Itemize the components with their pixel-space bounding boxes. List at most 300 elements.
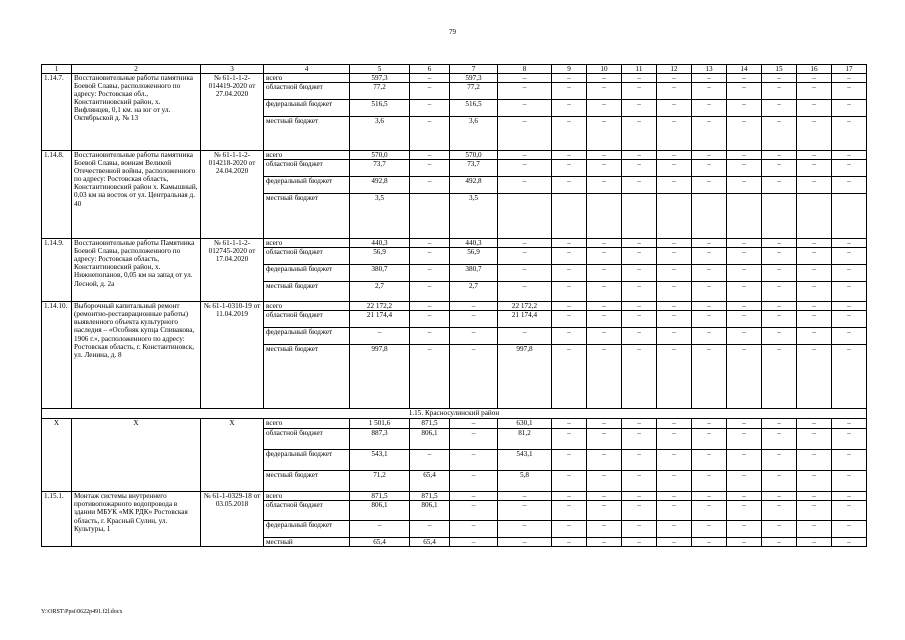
column-number: 17 xyxy=(832,65,867,74)
budget-source: местный xyxy=(264,538,350,547)
value-col-10: – xyxy=(587,100,622,117)
value-col-14: – xyxy=(727,248,762,265)
value-col-12: – xyxy=(657,521,692,538)
value-col-11: – xyxy=(622,311,657,328)
column-number: 7 xyxy=(450,65,498,74)
item-name: Выборочный капитальный ремонт (ремонтно-реставрационные работы) выявленного объекта культурного наследия – «Особняк купца Спивакова, 1906 г.», расположенного по адресу: Ростовская область, г. Константиновск, ул. Ленина, д. 8 xyxy=(72,302,201,409)
value-col-14: – xyxy=(727,282,762,302)
value-col-16: – xyxy=(797,265,832,282)
value-col-10: – xyxy=(587,501,622,521)
value-col-6 xyxy=(410,194,450,239)
item-name: Восстановительные работы Памятника Боевой Славы, расположенного по адресу: Ростовская область, Константиновский район, х. Нижнепопанов, 0,05 км на запад от ул. Лесной, д. 2а xyxy=(72,239,201,302)
value-col-9 xyxy=(552,194,587,239)
value-col-14: – xyxy=(727,450,762,471)
value-col-8: – xyxy=(498,501,552,521)
value-col-17: – xyxy=(832,328,867,345)
value-col-7: – xyxy=(450,450,498,471)
budget-source: местный бюджет xyxy=(264,345,350,409)
value-col-7: – xyxy=(450,538,498,547)
value-col-14: – xyxy=(727,311,762,328)
file-path-footer: Y:\ORST\Ppsi\0622p491.f2l.docx xyxy=(41,609,123,615)
value-col-8: 22 172,2 xyxy=(498,302,552,311)
value-col-15 xyxy=(762,194,797,239)
value-col-17: – xyxy=(832,311,867,328)
value-col-7: 570,0 xyxy=(450,151,498,160)
value-col-8: 630,1 xyxy=(498,419,552,429)
value-col-7: 516,5 xyxy=(450,100,498,117)
value-col-8: – xyxy=(498,117,552,151)
value-col-8: – xyxy=(498,538,552,547)
value-col-8: – xyxy=(498,239,552,248)
item-document: Х xyxy=(201,419,264,492)
item-name: Х xyxy=(72,419,201,492)
budget-table xyxy=(41,64,867,547)
value-col-11 xyxy=(622,194,657,239)
value-col-5: 56,9 xyxy=(350,248,410,265)
value-col-11: – xyxy=(622,450,657,471)
value-col-17: – xyxy=(832,501,867,521)
value-col-6: 65,4 xyxy=(410,538,450,547)
value-col-16: – xyxy=(797,239,832,248)
value-col-5: 3,6 xyxy=(350,117,410,151)
value-col-7: – xyxy=(450,311,498,328)
value-col-9: – xyxy=(552,74,587,83)
value-col-6: – xyxy=(410,160,450,177)
value-col-10: – xyxy=(587,311,622,328)
value-col-12: – xyxy=(657,248,692,265)
value-col-11: – xyxy=(622,471,657,492)
value-col-17: – xyxy=(832,74,867,83)
budget-source: всего xyxy=(264,151,350,160)
value-col-6: 65,4 xyxy=(410,471,450,492)
value-col-7: – xyxy=(450,429,498,450)
value-col-10: – xyxy=(587,83,622,100)
value-col-7: 380,7 xyxy=(450,265,498,282)
value-col-11: – xyxy=(622,177,657,194)
value-col-13: – xyxy=(692,492,727,501)
value-col-6: – xyxy=(410,100,450,117)
item-code: 1.14.7. xyxy=(42,74,72,151)
value-col-6: 871,5 xyxy=(410,492,450,501)
value-col-5: 492,8 xyxy=(350,177,410,194)
value-col-9: – xyxy=(552,160,587,177)
value-col-17: – xyxy=(832,151,867,160)
table-row xyxy=(42,492,867,501)
value-col-17: – xyxy=(832,429,867,450)
budget-source: местный бюджет xyxy=(264,117,350,151)
value-col-15: – xyxy=(762,117,797,151)
value-col-8: – xyxy=(498,74,552,83)
value-col-5: 516,5 xyxy=(350,100,410,117)
value-col-9: – xyxy=(552,538,587,547)
value-col-10: – xyxy=(587,328,622,345)
value-col-9: – xyxy=(552,282,587,302)
value-col-8: – xyxy=(498,265,552,282)
value-col-11: – xyxy=(622,538,657,547)
value-col-11: – xyxy=(622,117,657,151)
value-col-17: – xyxy=(832,282,867,302)
value-col-15: – xyxy=(762,83,797,100)
value-col-9: – xyxy=(552,151,587,160)
value-col-10: – xyxy=(587,282,622,302)
value-col-14: – xyxy=(727,328,762,345)
value-col-16: – xyxy=(797,501,832,521)
table-body xyxy=(42,65,867,547)
value-col-5: 806,1 xyxy=(350,501,410,521)
value-col-10: – xyxy=(587,429,622,450)
value-col-7: – xyxy=(450,501,498,521)
value-col-13: – xyxy=(692,265,727,282)
value-col-14: – xyxy=(727,160,762,177)
value-col-6: – xyxy=(410,521,450,538)
value-col-7: 77,2 xyxy=(450,83,498,100)
budget-source: областной бюджет xyxy=(264,429,350,450)
value-col-16: – xyxy=(797,419,832,429)
value-col-8 xyxy=(498,194,552,239)
value-col-10: – xyxy=(587,265,622,282)
value-col-15: – xyxy=(762,492,797,501)
value-col-9: – xyxy=(552,471,587,492)
value-col-11: – xyxy=(622,83,657,100)
budget-source: областной бюджет xyxy=(264,83,350,100)
value-col-7: 492,8 xyxy=(450,177,498,194)
value-col-8: – xyxy=(498,521,552,538)
value-col-12 xyxy=(657,194,692,239)
value-col-14: – xyxy=(727,471,762,492)
value-col-16: – xyxy=(797,117,832,151)
value-col-15: – xyxy=(762,151,797,160)
value-col-5: 2,7 xyxy=(350,282,410,302)
value-col-16: – xyxy=(797,521,832,538)
table-row xyxy=(42,239,867,248)
budget-source: местный бюджет xyxy=(264,282,350,302)
value-col-17: – xyxy=(832,302,867,311)
value-col-15: – xyxy=(762,538,797,547)
value-col-13: – xyxy=(692,151,727,160)
value-col-15: – xyxy=(762,429,797,450)
value-col-13: – xyxy=(692,328,727,345)
value-col-15: – xyxy=(762,282,797,302)
value-col-17: – xyxy=(832,345,867,409)
value-col-10: – xyxy=(587,160,622,177)
column-number: 2 xyxy=(72,65,201,74)
value-col-11: – xyxy=(622,151,657,160)
column-number: 6 xyxy=(410,65,450,74)
value-col-15: – xyxy=(762,177,797,194)
budget-source: всего xyxy=(264,419,350,429)
value-col-15: – xyxy=(762,302,797,311)
budget-source: всего xyxy=(264,302,350,311)
value-col-9: – xyxy=(552,419,587,429)
value-col-10: – xyxy=(587,345,622,409)
value-col-11: – xyxy=(622,74,657,83)
value-col-8: 81,2 xyxy=(498,429,552,450)
value-col-10: – xyxy=(587,471,622,492)
value-col-13: – xyxy=(692,177,727,194)
value-col-9: – xyxy=(552,83,587,100)
value-col-13: – xyxy=(692,100,727,117)
value-col-11: – xyxy=(622,239,657,248)
value-col-8: – xyxy=(498,328,552,345)
value-col-15: – xyxy=(762,248,797,265)
value-col-12: – xyxy=(657,177,692,194)
value-col-16: – xyxy=(797,311,832,328)
budget-source: всего xyxy=(264,492,350,501)
value-col-15: – xyxy=(762,450,797,471)
value-col-7: – xyxy=(450,471,498,492)
value-col-7: 440,3 xyxy=(450,239,498,248)
value-col-10: – xyxy=(587,239,622,248)
value-col-9: – xyxy=(552,117,587,151)
value-col-5: 65,4 xyxy=(350,538,410,547)
value-col-13: – xyxy=(692,429,727,450)
value-col-11: – xyxy=(622,419,657,429)
value-col-9: – xyxy=(552,492,587,501)
value-col-13: – xyxy=(692,83,727,100)
budget-source: федеральный бюджет xyxy=(264,100,350,117)
value-col-16: – xyxy=(797,151,832,160)
value-col-12: – xyxy=(657,160,692,177)
value-col-10: – xyxy=(587,492,622,501)
value-col-14: – xyxy=(727,265,762,282)
value-col-10: – xyxy=(587,521,622,538)
budget-source: областной бюджет xyxy=(264,248,350,265)
value-col-17: – xyxy=(832,471,867,492)
value-col-13: – xyxy=(692,450,727,471)
value-col-7: 2,7 xyxy=(450,282,498,302)
value-col-12: – xyxy=(657,302,692,311)
value-col-14: – xyxy=(727,151,762,160)
value-col-6: – xyxy=(410,302,450,311)
item-document: № 61-1-1-2-012745-2020 от 17.04.2020 xyxy=(201,239,264,302)
value-col-17: – xyxy=(832,83,867,100)
value-col-12: – xyxy=(657,501,692,521)
value-col-10: – xyxy=(587,302,622,311)
item-document: № 61-1-0329-18 от 03.05.2018 xyxy=(201,492,264,547)
value-col-9: – xyxy=(552,265,587,282)
value-col-14: – xyxy=(727,302,762,311)
budget-source: областной бюджет xyxy=(264,501,350,521)
value-col-9: – xyxy=(552,345,587,409)
value-col-5: 21 174,4 xyxy=(350,311,410,328)
value-col-10 xyxy=(587,194,622,239)
value-col-14: – xyxy=(727,345,762,409)
value-col-9: – xyxy=(552,239,587,248)
value-col-16: – xyxy=(797,492,832,501)
value-col-15: – xyxy=(762,345,797,409)
value-col-14: – xyxy=(727,83,762,100)
value-col-8: – xyxy=(498,151,552,160)
value-col-5: 887,3 xyxy=(350,429,410,450)
value-col-8: – xyxy=(498,160,552,177)
column-number: 5 xyxy=(350,65,410,74)
value-col-6: – xyxy=(410,282,450,302)
value-col-17: – xyxy=(832,419,867,429)
value-col-8: – xyxy=(498,83,552,100)
value-col-15: – xyxy=(762,419,797,429)
value-col-9: – xyxy=(552,302,587,311)
value-col-6: 806,1 xyxy=(410,501,450,521)
value-col-7: 73,7 xyxy=(450,160,498,177)
value-col-15: – xyxy=(762,100,797,117)
value-col-12: – xyxy=(657,117,692,151)
value-col-5: 570,0 xyxy=(350,151,410,160)
item-document: № 61-1-0310-19 от 11.04.2019 xyxy=(201,302,264,409)
value-col-13: – xyxy=(692,302,727,311)
value-col-9: – xyxy=(552,521,587,538)
value-col-5: 73,7 xyxy=(350,160,410,177)
budget-source: федеральный бюджет xyxy=(264,177,350,194)
value-col-13: – xyxy=(692,521,727,538)
value-col-5: 440,3 xyxy=(350,239,410,248)
value-col-16: – xyxy=(797,471,832,492)
value-col-13: – xyxy=(692,419,727,429)
value-col-11: – xyxy=(622,501,657,521)
value-col-12: – xyxy=(657,471,692,492)
value-col-7: – xyxy=(450,328,498,345)
value-col-11: – xyxy=(622,160,657,177)
column-number: 3 xyxy=(201,65,264,74)
value-col-5: – xyxy=(350,521,410,538)
value-col-14: – xyxy=(727,538,762,547)
value-col-6: – xyxy=(410,450,450,471)
value-col-14: – xyxy=(727,239,762,248)
column-number: 10 xyxy=(587,65,622,74)
value-col-17 xyxy=(832,194,867,239)
item-code: 1.14.10. xyxy=(42,302,72,409)
budget-source: местный бюджет xyxy=(264,471,350,492)
value-col-9: – xyxy=(552,311,587,328)
value-col-17: – xyxy=(832,100,867,117)
value-col-7: – xyxy=(450,302,498,311)
value-col-16 xyxy=(797,194,832,239)
table-row xyxy=(42,74,867,83)
value-col-13: – xyxy=(692,471,727,492)
value-col-12: – xyxy=(657,538,692,547)
budget-source: федеральный бюджет xyxy=(264,521,350,538)
value-col-6: – xyxy=(410,328,450,345)
item-code: 1.14.9. xyxy=(42,239,72,302)
value-col-13: – xyxy=(692,160,727,177)
value-col-13: – xyxy=(692,501,727,521)
value-col-15: – xyxy=(762,328,797,345)
value-col-12: – xyxy=(657,492,692,501)
value-col-5: 1 501,6 xyxy=(350,419,410,429)
value-col-5: 997,8 xyxy=(350,345,410,409)
column-number: 4 xyxy=(264,65,350,74)
value-col-17: – xyxy=(832,160,867,177)
value-col-15: – xyxy=(762,239,797,248)
value-col-13: – xyxy=(692,345,727,409)
value-col-14: – xyxy=(727,177,762,194)
value-col-15: – xyxy=(762,521,797,538)
value-col-13: – xyxy=(692,311,727,328)
value-col-9: – xyxy=(552,328,587,345)
value-col-5: 871,5 xyxy=(350,492,410,501)
column-number: 8 xyxy=(498,65,552,74)
value-col-12: – xyxy=(657,328,692,345)
section-row xyxy=(42,409,867,419)
value-col-12: – xyxy=(657,239,692,248)
value-col-14: – xyxy=(727,117,762,151)
budget-source: областной бюджет xyxy=(264,160,350,177)
value-col-6: – xyxy=(410,239,450,248)
value-col-6: – xyxy=(410,265,450,282)
value-col-12: – xyxy=(657,151,692,160)
value-col-9: – xyxy=(552,248,587,265)
column-number: 12 xyxy=(657,65,692,74)
value-col-11: – xyxy=(622,302,657,311)
value-col-17: – xyxy=(832,117,867,151)
budget-source: всего xyxy=(264,239,350,248)
value-col-15: – xyxy=(762,311,797,328)
value-col-16: – xyxy=(797,302,832,311)
value-col-16: – xyxy=(797,100,832,117)
value-col-12: – xyxy=(657,265,692,282)
value-col-10: – xyxy=(587,74,622,83)
section-title: 1.15. Красносулинский район xyxy=(42,409,867,419)
value-col-16: – xyxy=(797,74,832,83)
item-code: Х xyxy=(42,419,72,492)
value-col-14: – xyxy=(727,521,762,538)
value-col-5: – xyxy=(350,328,410,345)
value-col-8: – xyxy=(498,100,552,117)
value-col-9: – xyxy=(552,177,587,194)
value-col-6: 871,5 xyxy=(410,419,450,429)
page-number: 79 xyxy=(449,28,456,36)
item-code: 1.14.8. xyxy=(42,151,72,239)
value-col-14 xyxy=(727,194,762,239)
value-col-12: – xyxy=(657,311,692,328)
value-col-12: – xyxy=(657,83,692,100)
value-col-5: 71,2 xyxy=(350,471,410,492)
value-col-5: 77,2 xyxy=(350,83,410,100)
item-name: Восстановительные работы памятника Боевой Славы, расположенного по адресу: Ростовская обл., Константиновский район, х. Вифлянцев, 0,1 км. на юг от ул. Октябрьской д. № 13 xyxy=(72,74,201,151)
column-number: 13 xyxy=(692,65,727,74)
value-col-8: 997,8 xyxy=(498,345,552,409)
value-col-16: – xyxy=(797,160,832,177)
column-number: 14 xyxy=(727,65,762,74)
value-col-17: – xyxy=(832,265,867,282)
value-col-12: – xyxy=(657,429,692,450)
value-col-16: – xyxy=(797,450,832,471)
column-number: 1 xyxy=(42,65,72,74)
value-col-8: – xyxy=(498,492,552,501)
value-col-7: 3,5 xyxy=(450,194,498,239)
value-col-8: – xyxy=(498,282,552,302)
value-col-7: 597,3 xyxy=(450,74,498,83)
budget-source: всего xyxy=(264,74,350,83)
value-col-10: – xyxy=(587,177,622,194)
column-number: 9 xyxy=(552,65,587,74)
value-col-17: – xyxy=(832,538,867,547)
item-document: № 61-1-1-2-014419-2020 от 27.04.2020 xyxy=(201,74,264,151)
value-col-6: – xyxy=(410,74,450,83)
item-code: 1.15.1. xyxy=(42,492,72,547)
value-col-14: – xyxy=(727,419,762,429)
value-col-8: 21 174,4 xyxy=(498,311,552,328)
value-col-10: – xyxy=(587,248,622,265)
value-col-16: – xyxy=(797,282,832,302)
value-col-7: – xyxy=(450,345,498,409)
value-col-6: – xyxy=(410,117,450,151)
value-col-12: – xyxy=(657,282,692,302)
item-name: Монтаж системы внутреннего противопожарного водопровода в здании МБУК «МК РДК» Ростовская область, г. Красный Сулин, ул. Культуры, 1 xyxy=(72,492,201,547)
value-col-11: – xyxy=(622,429,657,450)
value-col-16: – xyxy=(797,345,832,409)
value-col-6: – xyxy=(410,248,450,265)
value-col-16: – xyxy=(797,328,832,345)
